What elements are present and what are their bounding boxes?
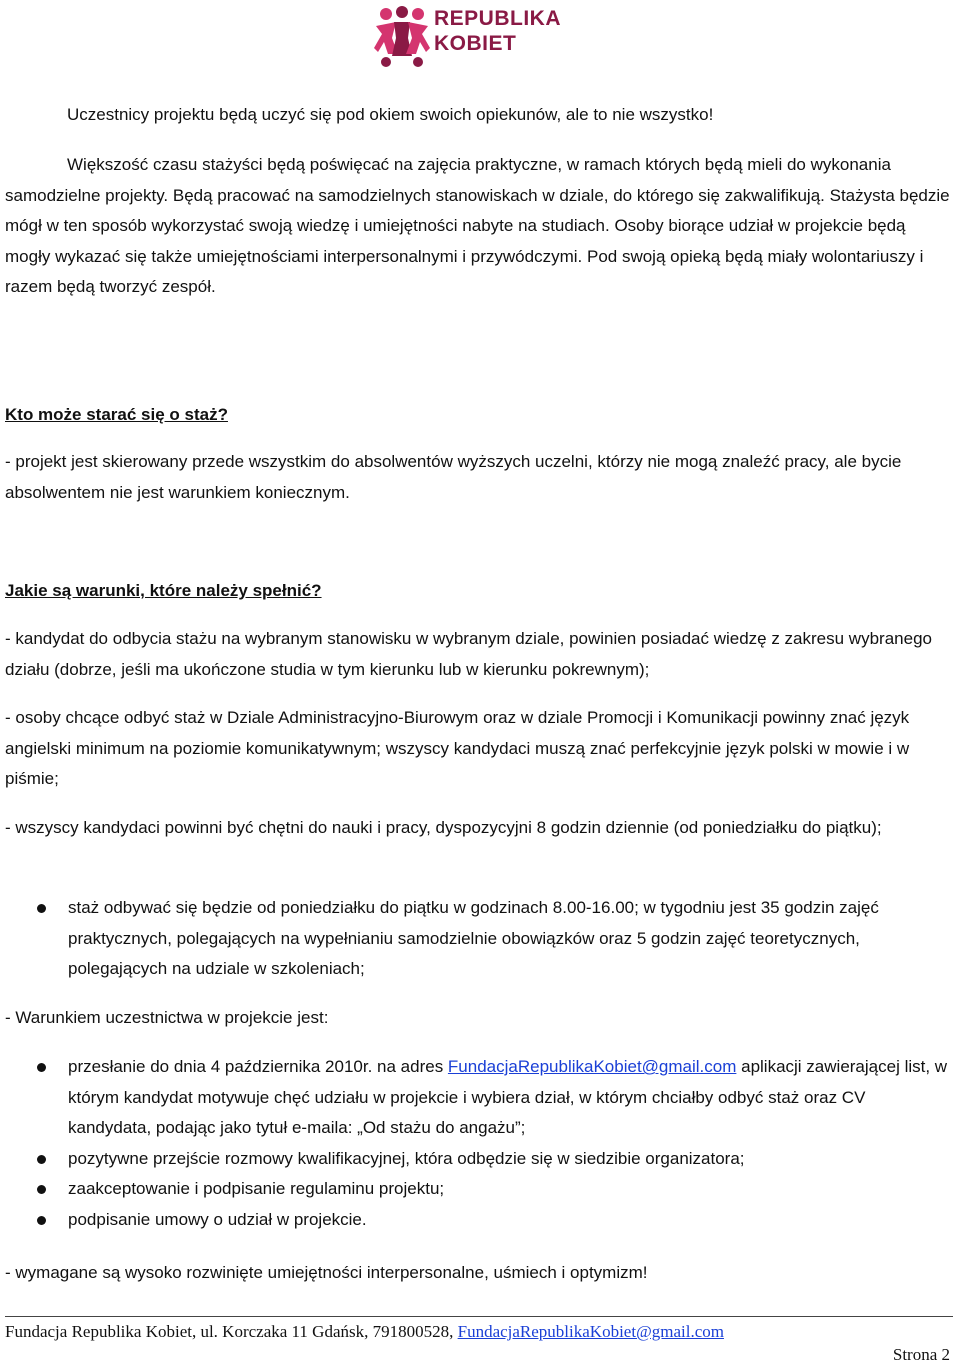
conditions-paragraph-5: - wymagane są wysoko rozwinięte umiejętności interpersonalne, uśmiech i optymizm! (5, 1263, 648, 1282)
footer (5, 1321, 724, 1343)
bullet-icon (37, 1216, 46, 1225)
bullet-icon (37, 1155, 46, 1164)
bullet-text-pre: przesłanie do dnia 4 października 2010r. na adres (68, 1057, 448, 1076)
page-number: Strona 2 (892, 1345, 950, 1364)
list-item (5, 1174, 950, 1205)
who-paragraph: - projekt jest skierowany przede wszystkim do absolwentów wyższych uczelni, którzy nie mogą znaleźć pracy, ale bycie absolwentem nie jest warunkiem koniecznym. (5, 452, 902, 502)
bullet-icon (37, 1185, 46, 1194)
logo-line2: KOBIET (434, 32, 517, 55)
footer-divider (5, 1316, 953, 1317)
conditions-paragraph-3: - wszyscy kandydaci powinni być chętni do nauki i pracy, dyspozycyjni 8 godzin dziennie (od poniedziałku do piątku); (5, 818, 882, 837)
bullet-text: pozytywne przejście rozmowy kwalifikacyjnej, która odbędzie się w siedzibie organizatora; (68, 1148, 745, 1168)
schedule-list (5, 893, 950, 985)
list-item (5, 1052, 950, 1144)
list-item (5, 1144, 950, 1175)
section-heading-who: Kto może starać się o staż? (5, 405, 228, 424)
participation-list (5, 1052, 950, 1235)
conditions-paragraph-2: - osoby chcące odbyć staż w Dziale Administracyjno-Biurowym oraz w dziale Promocji i Komunikacji powinny znać język angielski minimum na poziomie komunikatywnym; wszyscy kandydaci muszą znać perfekcyjnie język polski w mowie i w piśmie; (5, 708, 910, 788)
bullet-icon (37, 1063, 46, 1072)
logo-line1: REPUBLIKA (434, 7, 562, 30)
list-item (5, 1205, 950, 1236)
list-item (5, 893, 950, 985)
logo (372, 4, 592, 68)
conditions-paragraph-1: - kandydat do odbycia stażu na wybranym stanowisku w wybranym dziale, powinien posiadać wiedzę z zakresu wybranego działu (dobrze, jeśli ma ukończone studia w tym kierunku lub w kierunku pokrewnym); (5, 629, 932, 679)
email-link[interactable]: FundacjaRepublikaKobiet@gmail.com (447, 1057, 737, 1076)
women-figures-icon (372, 4, 432, 68)
bullet-text: zaakceptowanie i podpisanie regulaminu projektu; (68, 1179, 445, 1198)
footer-email-link[interactable]: FundacjaRepublikaKobiet@gmail.com (457, 1322, 724, 1341)
schedule-bullet-text: staż odbywać się będzie od poniedziałku do piątku w godzinach 8.00-16.00; w tygodniu jest 35 godzin zajęć praktycznych, polegających na wypełnianiu samodzielnie obowiązków oraz 5 godzin zajęć teoretycznych, polegających na udziale w szkoleniach; (68, 898, 879, 978)
bullet-icon (37, 904, 46, 913)
bullet-text-post: aplikacji zawierającej list, w którym kandydat motywuje chęć udziału w projekcie i wybiera dział, w którym chciałby odbyć staż oraz CV kandydata, podając jako tytuł e-maila: „Od stażu do angażu”; (68, 1057, 948, 1137)
footer-text: Fundacja Republika Kobiet, ul. Korczaka 11 Gdańsk, 791800528, (5, 1322, 458, 1341)
intro-paragraph-2: Większość czasu stażyści będą poświęcać na zajęcia praktyczne, w ramach których będą mieli do wykonania samodzielne projekty. Będą pracować na samodzielnych stanowiskach w dziale, do którego się zakwalifikują. Stażysta będzie mógł w ten sposób wykorzystać swoją wiedzę i umiejętności nabyte na studiach. Osoby biorące udział w projekcie będą mogły wykazać się także umiejętnościami interpersonalnymi i przywódczymi. Pod swoją opieką będą miały wolontariuszy i razem będą tworzyć zespół. (5, 155, 950, 296)
intro-paragraph-1: Uczestnicy projektu będą uczyć się pod okiem swoich opiekunów, ale to nie wszystko! (67, 105, 714, 124)
bullet-text: podpisanie umowy o udział w projekcie. (68, 1209, 367, 1229)
section-heading-conditions: Jakie są warunki, które należy spełnić? (5, 581, 322, 600)
conditions-paragraph-4: - Warunkiem uczestnictwa w projekcie jest: (5, 1008, 329, 1027)
